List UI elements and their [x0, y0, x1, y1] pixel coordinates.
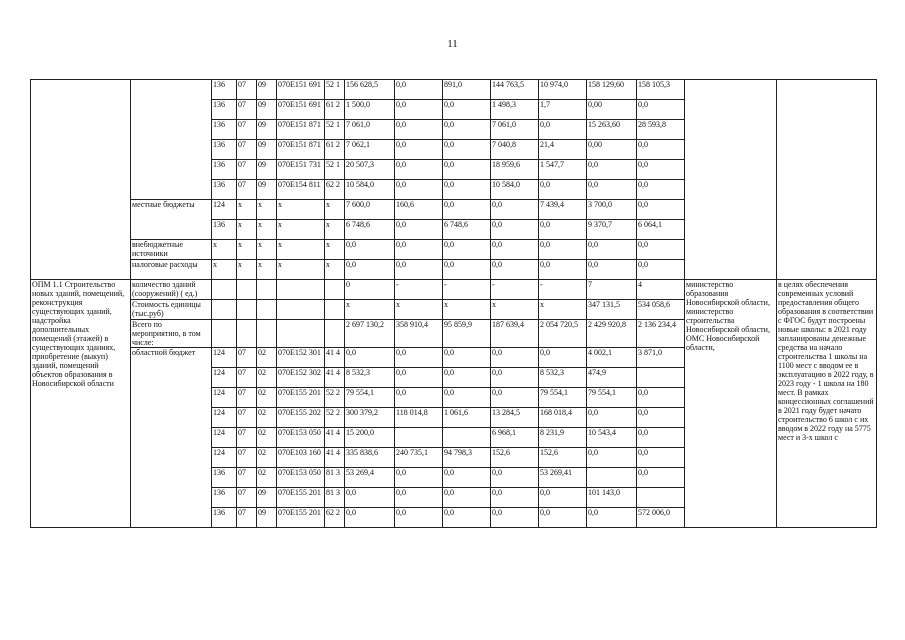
cell-y2024: 0,0 — [637, 180, 685, 200]
cell-y2021: 0,0 — [491, 260, 539, 280]
cell-rz: x — [237, 220, 257, 240]
cell-pr: 02 — [257, 388, 277, 408]
cell-y2019: - — [395, 280, 443, 300]
cell-y2023: 0,00 — [587, 100, 637, 120]
cell-rz — [237, 320, 257, 348]
cell-csr — [277, 300, 325, 320]
cell-y2023: 101 143,0 — [587, 488, 637, 508]
cell-total: 0,0 — [345, 240, 395, 260]
cell-csr: 070E153 050 — [277, 468, 325, 488]
cell-total: 0,0 — [345, 488, 395, 508]
cell-y2024: 0,0 — [637, 468, 685, 488]
cell-y2019: 0,0 — [395, 348, 443, 368]
cell-y2022: 8 532,3 — [539, 368, 587, 388]
cell-y2024: 28 593,8 — [637, 120, 685, 140]
cell-y2022: 0,0 — [539, 220, 587, 240]
source-cell: Всего по мероприятию, в том числе: — [131, 320, 212, 348]
cell-rz: 07 — [237, 80, 257, 100]
cell-y2020: 0,0 — [443, 140, 491, 160]
cell-y2023 — [587, 468, 637, 488]
cell-rz: x — [237, 240, 257, 260]
cell-csr: 070E155 201 — [277, 488, 325, 508]
cell-rz: 07 — [237, 388, 257, 408]
cell-y2021: 0,0 — [491, 368, 539, 388]
cell-rz: 07 — [237, 468, 257, 488]
cell-rz: 07 — [237, 448, 257, 468]
cell-y2023: 4 002,1 — [587, 348, 637, 368]
cell-y2021: 0,0 — [491, 200, 539, 220]
cell-grbs: 136 — [212, 80, 237, 100]
cell-y2023: 10 543,4 — [587, 428, 637, 448]
cell-y2020: 0,0 — [443, 100, 491, 120]
cell-pr: x — [257, 200, 277, 220]
cell-csr — [277, 320, 325, 348]
cell-pr: x — [257, 240, 277, 260]
cell-y2023: 2 429 920,8 — [587, 320, 637, 348]
cell-vr: 62 2 — [325, 180, 345, 200]
cell-y2024: 0,0 — [637, 260, 685, 280]
cell-y2019: 0,0 — [395, 260, 443, 280]
result-cell: в целях обеспечения современных условий предоставления общего образования в соответствии с ФГОС будут построены новые школы: в 2021 году запланированы денежные средства на начало строительства 1 школы на 1100 мест с вводом ее в эксплуатацию в 2022 году, в 2023 году - 1 школа на 180 мест. В рамках концессионных соглашений в 2021 году будет начато строительство 6 школ с их вводом в 2022 году на 5775 мест и 3-х школ с — [777, 280, 877, 528]
cell-rz: x — [237, 260, 257, 280]
cell-vr: 52 2 — [325, 408, 345, 428]
cell-y2019: 0,0 — [395, 220, 443, 240]
cell-csr: 070E155 201 — [277, 508, 325, 528]
cell-y2024: 0,0 — [637, 428, 685, 448]
cell-grbs: 124 — [212, 428, 237, 448]
table-row — [31, 280, 877, 300]
cell-csr: 070E155 202 — [277, 408, 325, 428]
cell-y2021: 0,0 — [491, 220, 539, 240]
cell-y2019: 240 735,1 — [395, 448, 443, 468]
source-cell: налоговые расходы — [131, 260, 212, 280]
cell-rz: 07 — [237, 488, 257, 508]
cell-y2020: 0,0 — [443, 368, 491, 388]
cell-rz — [237, 300, 257, 320]
cell-y2024: 0,0 — [637, 388, 685, 408]
cell-csr: 070E154 811 — [277, 180, 325, 200]
cell-y2024: 158 105,3 — [637, 80, 685, 100]
cell-vr: 81 3 — [325, 488, 345, 508]
cell-rz: 07 — [237, 120, 257, 140]
cell-grbs: x — [212, 240, 237, 260]
cell-y2021: 187 639,4 — [491, 320, 539, 348]
cell-pr: 02 — [257, 348, 277, 368]
cell-grbs: 136 — [212, 220, 237, 240]
cell-vr — [325, 300, 345, 320]
cell-vr: 52 1 — [325, 120, 345, 140]
cell-y2024: 572 006,0 — [637, 508, 685, 528]
cell-csr: x — [277, 260, 325, 280]
cell-vr: 61 2 — [325, 140, 345, 160]
cell-rz: 07 — [237, 368, 257, 388]
cell-y2023: 0,00 — [587, 140, 637, 160]
cell-y2021: 0,0 — [491, 348, 539, 368]
name-cell-empty — [31, 80, 131, 280]
cell-y2021: 1 498,3 — [491, 100, 539, 120]
cell-pr: 09 — [257, 160, 277, 180]
cell-vr: 52 1 — [325, 160, 345, 180]
cell-y2021: 144 763,5 — [491, 80, 539, 100]
cell-vr: 41 4 — [325, 368, 345, 388]
cell-total: 0,0 — [345, 508, 395, 528]
cell-rz: x — [237, 200, 257, 220]
cell-y2024 — [637, 488, 685, 508]
cell-rz: 07 — [237, 100, 257, 120]
cell-pr: 02 — [257, 408, 277, 428]
cell-y2019: 358 910,4 — [395, 320, 443, 348]
cell-y2019: 0,0 — [395, 388, 443, 408]
cell-y2021: 0,0 — [491, 488, 539, 508]
cell-y2021: x — [491, 300, 539, 320]
cell-csr: 070E103 160 — [277, 448, 325, 468]
cell-y2020: 0,0 — [443, 260, 491, 280]
cell-total: 0 — [345, 280, 395, 300]
cell-total: 79 554,1 — [345, 388, 395, 408]
cell-rz: 07 — [237, 180, 257, 200]
cell-y2019: 0,0 — [395, 488, 443, 508]
cell-y2024: 0,0 — [637, 140, 685, 160]
cell-y2020: 0,0 — [443, 348, 491, 368]
cell-total: 0,0 — [345, 348, 395, 368]
cell-pr — [257, 320, 277, 348]
cell-pr: 09 — [257, 120, 277, 140]
cell-y2023: 79 554,1 — [587, 388, 637, 408]
measure-name-cell: ОПМ 1.1 Строительство новых зданий, помещений, реконструкция существующих зданий, надстройка дополнительных помещений (этажей) в существующих зданиях, приобретение (выкуп) зданий, помещений объектов образования в Новосибирской области — [31, 280, 131, 528]
cell-y2022: 10 974,0 — [539, 80, 587, 100]
cell-y2020: 0,0 — [443, 240, 491, 260]
cell-y2023: 158 129,60 — [587, 80, 637, 100]
cell-y2021: - — [491, 280, 539, 300]
cell-y2020: 0,0 — [443, 508, 491, 528]
cell-grbs: 136 — [212, 508, 237, 528]
cell-y2020: 0,0 — [443, 180, 491, 200]
cell-y2022: 2 054 720,5 — [539, 320, 587, 348]
cell-y2023: 0,0 — [587, 408, 637, 428]
cell-y2022: 152,6 — [539, 448, 587, 468]
cell-y2022: x — [539, 300, 587, 320]
cell-pr: 02 — [257, 448, 277, 468]
cell-y2024: 0,0 — [637, 100, 685, 120]
cell-y2023: 0,0 — [587, 160, 637, 180]
page-number: 11 — [447, 38, 458, 50]
cell-pr: 09 — [257, 100, 277, 120]
cell-y2019: 0,0 — [395, 368, 443, 388]
cell-y2019: x — [395, 300, 443, 320]
cell-y2022: 1 547,7 — [539, 160, 587, 180]
cell-y2023: 347 131,5 — [587, 300, 637, 320]
cell-total: 10 584,0 — [345, 180, 395, 200]
cell-vr: 41 4 — [325, 348, 345, 368]
cell-csr: 070E152 301 — [277, 348, 325, 368]
cell-vr: 41 4 — [325, 428, 345, 448]
cell-y2021: 13 284,5 — [491, 408, 539, 428]
cell-rz: 07 — [237, 508, 257, 528]
cell-y2021: 6 968,1 — [491, 428, 539, 448]
cell-csr: 070E153 050 — [277, 428, 325, 448]
cell-y2022: 0,0 — [539, 488, 587, 508]
cell-csr: 070E151 691 — [277, 100, 325, 120]
cell-y2019: 0,0 — [395, 508, 443, 528]
cell-grbs: 124 — [212, 388, 237, 408]
cell-grbs: 136 — [212, 488, 237, 508]
cell-total: 1 500,0 — [345, 100, 395, 120]
cell-y2024: 6 064,1 — [637, 220, 685, 240]
source-cell: внебюджетные источники — [131, 240, 212, 260]
cell-y2021: 7 040,8 — [491, 140, 539, 160]
cell-y2019: 0,0 — [395, 80, 443, 100]
cell-grbs: 136 — [212, 120, 237, 140]
cell-total: 8 532,3 — [345, 368, 395, 388]
cell-total: x — [345, 300, 395, 320]
cell-pr: 09 — [257, 180, 277, 200]
cell-y2024: 3 871,0 — [637, 348, 685, 368]
cell-pr: x — [257, 260, 277, 280]
cell-y2019: 118 014,8 — [395, 408, 443, 428]
cell-total: 0,0 — [345, 260, 395, 280]
source-cell: местные бюджеты — [131, 200, 212, 240]
cell-grbs: 136 — [212, 160, 237, 180]
cell-pr: x — [257, 220, 277, 240]
cell-vr — [325, 320, 345, 348]
cell-total: 6 748,6 — [345, 220, 395, 240]
cell-grbs: 124 — [212, 448, 237, 468]
cell-y2024: 0,0 — [637, 408, 685, 428]
cell-vr: x — [325, 220, 345, 240]
budget-table — [30, 79, 877, 528]
executor-cell-empty — [685, 80, 777, 280]
cell-rz: 07 — [237, 140, 257, 160]
cell-grbs: x — [212, 260, 237, 280]
cell-y2021: 7 061,0 — [491, 120, 539, 140]
cell-csr: x — [277, 200, 325, 220]
cell-vr: 52 2 — [325, 388, 345, 408]
result-cell-empty — [777, 80, 877, 280]
cell-y2024: 0,0 — [637, 448, 685, 468]
cell-y2019 — [395, 428, 443, 448]
source-cell: Стоимость единицы (тыс.руб) — [131, 300, 212, 320]
cell-y2020: 1 061,6 — [443, 408, 491, 428]
cell-y2022: 0,0 — [539, 120, 587, 140]
cell-rz — [237, 280, 257, 300]
cell-csr: 070E151 871 — [277, 120, 325, 140]
cell-grbs — [212, 280, 237, 300]
cell-y2020: 94 798,3 — [443, 448, 491, 468]
cell-vr: 81 3 — [325, 468, 345, 488]
cell-y2020: 891,0 — [443, 80, 491, 100]
cell-y2019: 0,0 — [395, 120, 443, 140]
cell-y2021: 0,0 — [491, 508, 539, 528]
cell-vr: 61 2 — [325, 100, 345, 120]
cell-y2022: 7 439,4 — [539, 200, 587, 220]
cell-y2023: 0,0 — [587, 240, 637, 260]
cell-y2019: 160,6 — [395, 200, 443, 220]
cell-y2022: 0,0 — [539, 180, 587, 200]
cell-y2019: 0,0 — [395, 100, 443, 120]
source-cell — [131, 80, 212, 200]
cell-total: 20 507,3 — [345, 160, 395, 180]
cell-y2023: 0,0 — [587, 180, 637, 200]
cell-y2022: 0,0 — [539, 508, 587, 528]
cell-rz: 07 — [237, 428, 257, 448]
cell-y2020: - — [443, 280, 491, 300]
cell-total: 53 269,4 — [345, 468, 395, 488]
cell-y2024: 2 136 234,4 — [637, 320, 685, 348]
cell-y2022: 1,7 — [539, 100, 587, 120]
cell-vr: x — [325, 260, 345, 280]
cell-y2020: 0,0 — [443, 468, 491, 488]
cell-vr — [325, 280, 345, 300]
cell-grbs: 136 — [212, 180, 237, 200]
cell-y2022: 168 018,4 — [539, 408, 587, 428]
cell-y2020 — [443, 428, 491, 448]
cell-csr: 070E151 731 — [277, 160, 325, 180]
cell-total: 7 062,1 — [345, 140, 395, 160]
cell-vr: 41 4 — [325, 448, 345, 468]
cell-y2022: 0,0 — [539, 240, 587, 260]
cell-total: 335 838,6 — [345, 448, 395, 468]
cell-vr: 52 1 — [325, 80, 345, 100]
cell-csr: 070E155 201 — [277, 388, 325, 408]
cell-grbs: 136 — [212, 100, 237, 120]
cell-y2024: 0,0 — [637, 200, 685, 220]
cell-total: 156 628,5 — [345, 80, 395, 100]
cell-grbs — [212, 320, 237, 348]
cell-pr: 02 — [257, 428, 277, 448]
cell-y2022: 79 554,1 — [539, 388, 587, 408]
cell-y2020: x — [443, 300, 491, 320]
cell-y2022: 21,4 — [539, 140, 587, 160]
cell-csr: 070E151 691 — [277, 80, 325, 100]
cell-y2023: 7 — [587, 280, 637, 300]
cell-y2021: 18 959,6 — [491, 160, 539, 180]
cell-y2021: 152,6 — [491, 448, 539, 468]
cell-total: 7 061,0 — [345, 120, 395, 140]
cell-csr: x — [277, 240, 325, 260]
cell-total: 2 697 130,2 — [345, 320, 395, 348]
cell-pr: 02 — [257, 368, 277, 388]
cell-grbs: 124 — [212, 368, 237, 388]
cell-y2023: 3 700,0 — [587, 200, 637, 220]
cell-grbs: 124 — [212, 200, 237, 220]
cell-y2019: 0,0 — [395, 240, 443, 260]
executors-cell: министерство образования Новосибирской области, министерство строительства Новосибирской области, ОМС Новосибирской области, — [685, 280, 777, 528]
cell-pr: 09 — [257, 140, 277, 160]
cell-y2022: - — [539, 280, 587, 300]
cell-y2020: 0,0 — [443, 200, 491, 220]
cell-y2021: 0,0 — [491, 468, 539, 488]
cell-vr: x — [325, 200, 345, 220]
cell-y2021: 0,0 — [491, 240, 539, 260]
cell-y2024: 4 — [637, 280, 685, 300]
cell-y2023: 9 370,7 — [587, 220, 637, 240]
cell-y2024 — [637, 368, 685, 388]
cell-y2019: 0,0 — [395, 160, 443, 180]
cell-total: 7 600,0 — [345, 200, 395, 220]
cell-pr — [257, 300, 277, 320]
source-cell: областной бюджет — [131, 348, 212, 528]
cell-pr: 09 — [257, 488, 277, 508]
cell-y2023: 0,0 — [587, 260, 637, 280]
cell-y2023: 15 263,60 — [587, 120, 637, 140]
cell-grbs: 124 — [212, 348, 237, 368]
cell-y2020: 95 859,9 — [443, 320, 491, 348]
cell-csr — [277, 280, 325, 300]
cell-pr — [257, 280, 277, 300]
cell-y2020: 0,0 — [443, 120, 491, 140]
cell-vr: 62 2 — [325, 508, 345, 528]
cell-y2020: 6 748,6 — [443, 220, 491, 240]
cell-y2022: 8 231,9 — [539, 428, 587, 448]
cell-grbs: 136 — [212, 468, 237, 488]
source-cell: количество зданий (сооружений) ( ед.) — [131, 280, 212, 300]
cell-y2020: 0,0 — [443, 388, 491, 408]
cell-csr: 070E152 302 — [277, 368, 325, 388]
cell-y2019: 0,0 — [395, 140, 443, 160]
cell-csr: 070E151 871 — [277, 140, 325, 160]
cell-y2019: 0,0 — [395, 180, 443, 200]
cell-y2022: 0,0 — [539, 260, 587, 280]
cell-pr: 09 — [257, 508, 277, 528]
cell-y2020: 0,0 — [443, 160, 491, 180]
cell-rz: 07 — [237, 348, 257, 368]
cell-rz: 07 — [237, 160, 257, 180]
cell-grbs: 136 — [212, 140, 237, 160]
cell-y2024: 534 058,6 — [637, 300, 685, 320]
cell-rz: 07 — [237, 408, 257, 428]
cell-y2023: 474,9 — [587, 368, 637, 388]
cell-y2021: 10 584,0 — [491, 180, 539, 200]
cell-total: 300 379,2 — [345, 408, 395, 428]
cell-grbs — [212, 300, 237, 320]
cell-y2022: 0,0 — [539, 348, 587, 368]
cell-grbs: 124 — [212, 408, 237, 428]
cell-y2024: 0,0 — [637, 240, 685, 260]
cell-total: 15 200,0 — [345, 428, 395, 448]
cell-y2022: 53 269,41 — [539, 468, 587, 488]
cell-y2021: 0,0 — [491, 388, 539, 408]
cell-csr: x — [277, 220, 325, 240]
cell-y2024: 0,0 — [637, 160, 685, 180]
table-row — [31, 80, 877, 100]
cell-y2023: 0,0 — [587, 448, 637, 468]
cell-y2023: 0,0 — [587, 508, 637, 528]
cell-y2019: 0,0 — [395, 468, 443, 488]
cell-pr: 02 — [257, 468, 277, 488]
cell-y2020: 0,0 — [443, 488, 491, 508]
cell-vr: x — [325, 240, 345, 260]
cell-pr: 09 — [257, 80, 277, 100]
